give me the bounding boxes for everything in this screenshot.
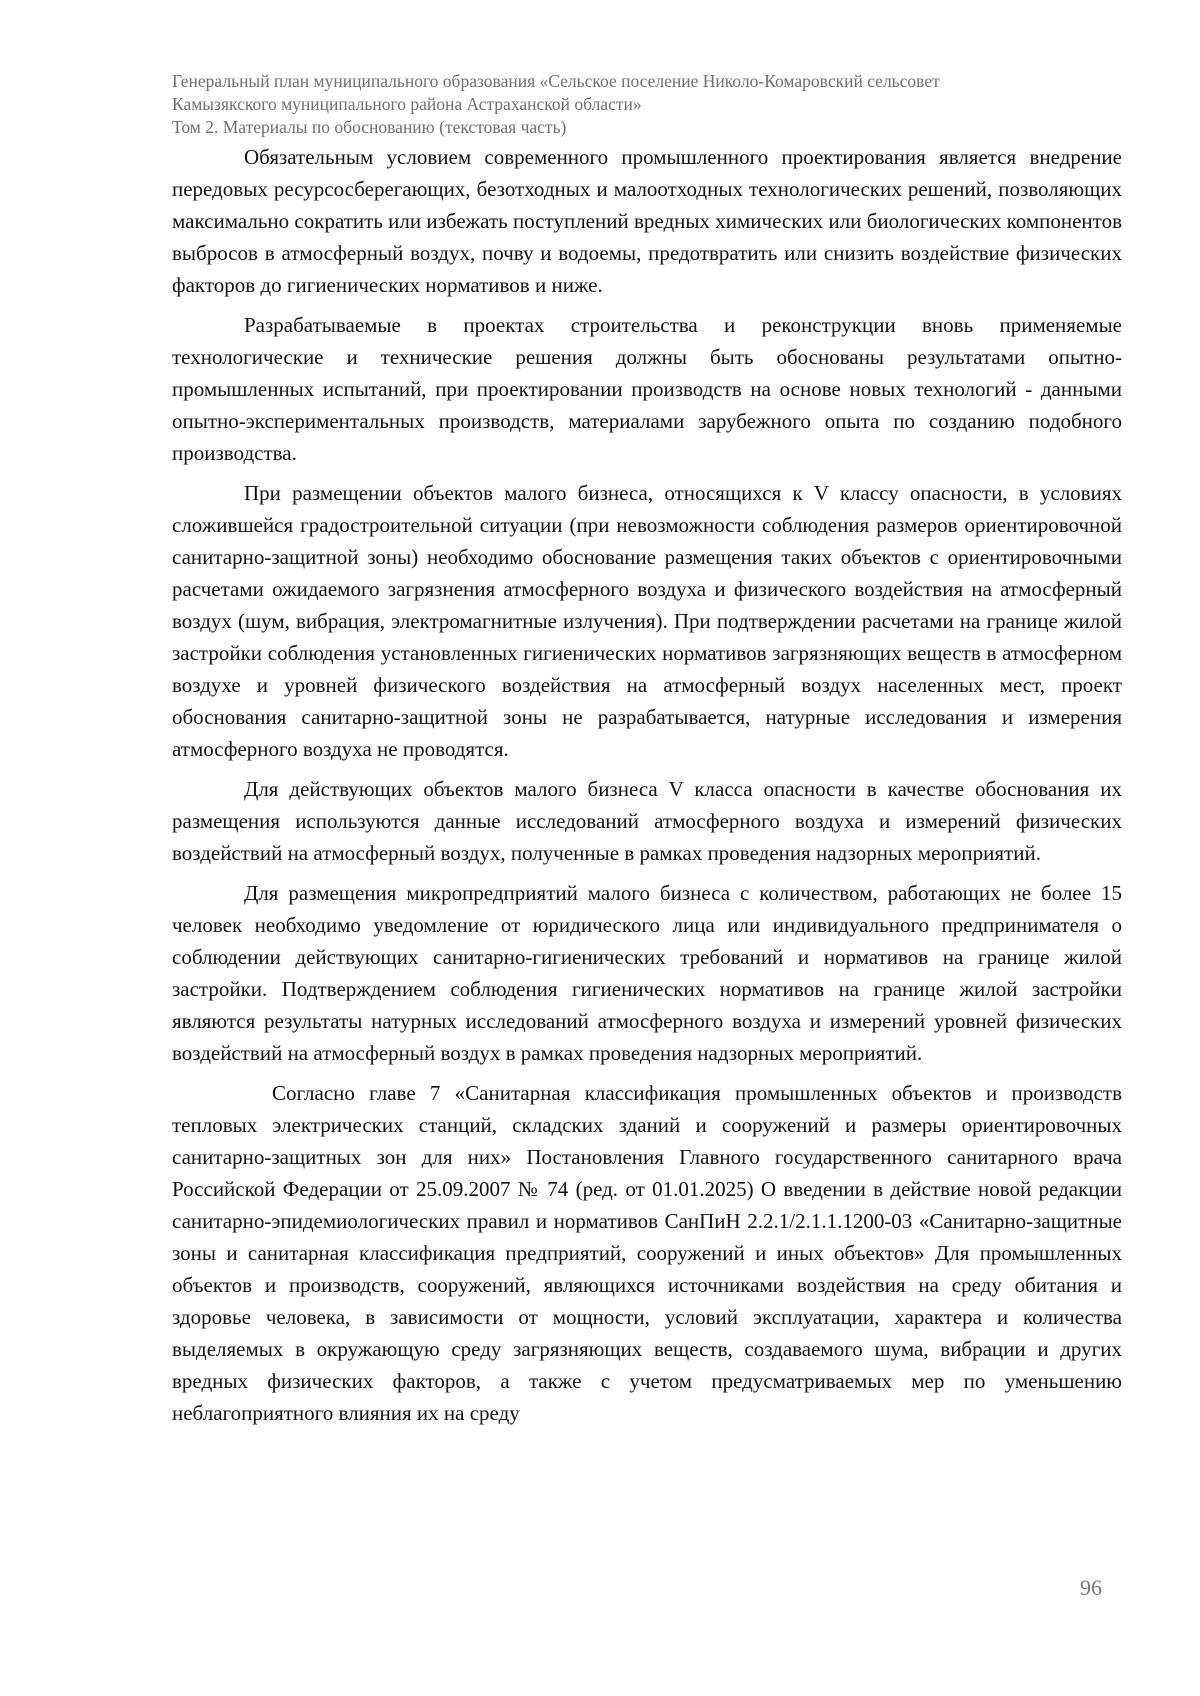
document-page — [172, 70, 1122, 1437]
paragraph-2: Разрабатываемые в проектах строительства и реконструкции вновь применяемые технологические и технические решения должны быть обоснованы результатами опытно-промышленных испытаний, при проектировании производств на основе новых технологий - данными опытно-экспериментальных производств, материалами зарубежного опыта по созданию подобного производства. — [172, 313, 1122, 465]
paragraph-6: Согласно главе 7 «Санитарная классификация промышленных объектов и производств тепловых электрических станций, складских зданий и сооружений и размеры ориентировочных санитарно-защитных зон для них» Постановления Главного государственного санитарного врача Российской Федерации от 25.09.2007 № 74 (ред. от 01.01.2025) О введении в действие новой редакции санитарно-эпидемиологических правил и нормативов СанПиН 2.2.1/2.1.1.1200-03 «Санитарно-защитные зоны и санитарная классификация предприятий, сооружений и иных объектов» Для промышленных объектов и производств, сооружений, являющихся источниками воздействия на среду обитания и здоровье человека, в зависимости от мощности, условий эксплуатации, характера и количества выделяемых в окружающую среду загрязняющих веществ, создаваемого шума, вибрации и других вредных физических факторов, а также с учетом предусматриваемых мер по уменьшению неблагоприятного влияния их на среду — [172, 1081, 1122, 1425]
paragraph-1: Обязательным условием современного промышленного проектирования является внедрение передовых ресурсосберегающих, безотходных и малоотходных технологических решений, позволяющих максимально сократить или избежать поступлений вредных химических или биологических компонентов выбросов в атмосферный воздух, почву и водоемы, предотвратить или снизить воздействие физических факторов до гигиенических нормативов и ниже. — [172, 145, 1122, 297]
header-line-2: Камызякского муниципального района Астраханской области» — [172, 94, 642, 114]
header-line-1: Генеральный план муниципального образования «Сельское поселение Николо-Комаровский сельсовет — [172, 71, 940, 91]
paragraph-4: Для действующих объектов малого бизнеса V класса опасности в качестве обоснования их размещения используются данные исследований атмосферного воздуха и измерений физических воздействий на атмосферный воздух, полученные в рамках проведения надзорных мероприятий. — [172, 777, 1122, 865]
paragraph-3: При размещении объектов малого бизнеса, относящихся к V классу опасности, в условиях сложившейся градостроительной ситуации (при невозможности соблюдения размеров ориентировочной санитарно-защитной зоны) необходимо обоснование размещения таких объектов с ориентировочными расчетами ожидаемого загрязнения атмосферного воздуха и физического воздействия на атмосферный воздух (шум, вибрация, электромагнитные излучения). При подтверждении расчетами на границе жилой застройки соблюдения установленных гигиенических нормативов загрязняющих веществ в атмосферном воздухе и уровней физического воздействия на атмосферный воздух населенных мест, проект обоснования санитарно-защитной зоны не разрабатывается, натурные исследования и измерения атмосферного воздуха не проводятся. — [172, 481, 1122, 761]
paragraph-5: Для размещения микропредприятий малого бизнеса с количеством, работающих не более 15 человек необходимо уведомление от юридического лица или индивидуального предпринимателя о соблюдении действующих санитарно-гигиенических требований и нормативов на границе жилой застройки. Подтверждением соблюдения гигиенических нормативов на границе жилой застройки являются результаты натурных исследований атмосферного воздуха и измерений уровней физических воздействий на атмосферный воздух в рамках проведения надзорных мероприятий. — [172, 881, 1122, 1065]
page-number: 96 — [1080, 1575, 1102, 1600]
header-line-3: Том 2. Материалы по обоснованию (текстовая часть) — [172, 117, 567, 137]
running-header — [172, 70, 1122, 139]
